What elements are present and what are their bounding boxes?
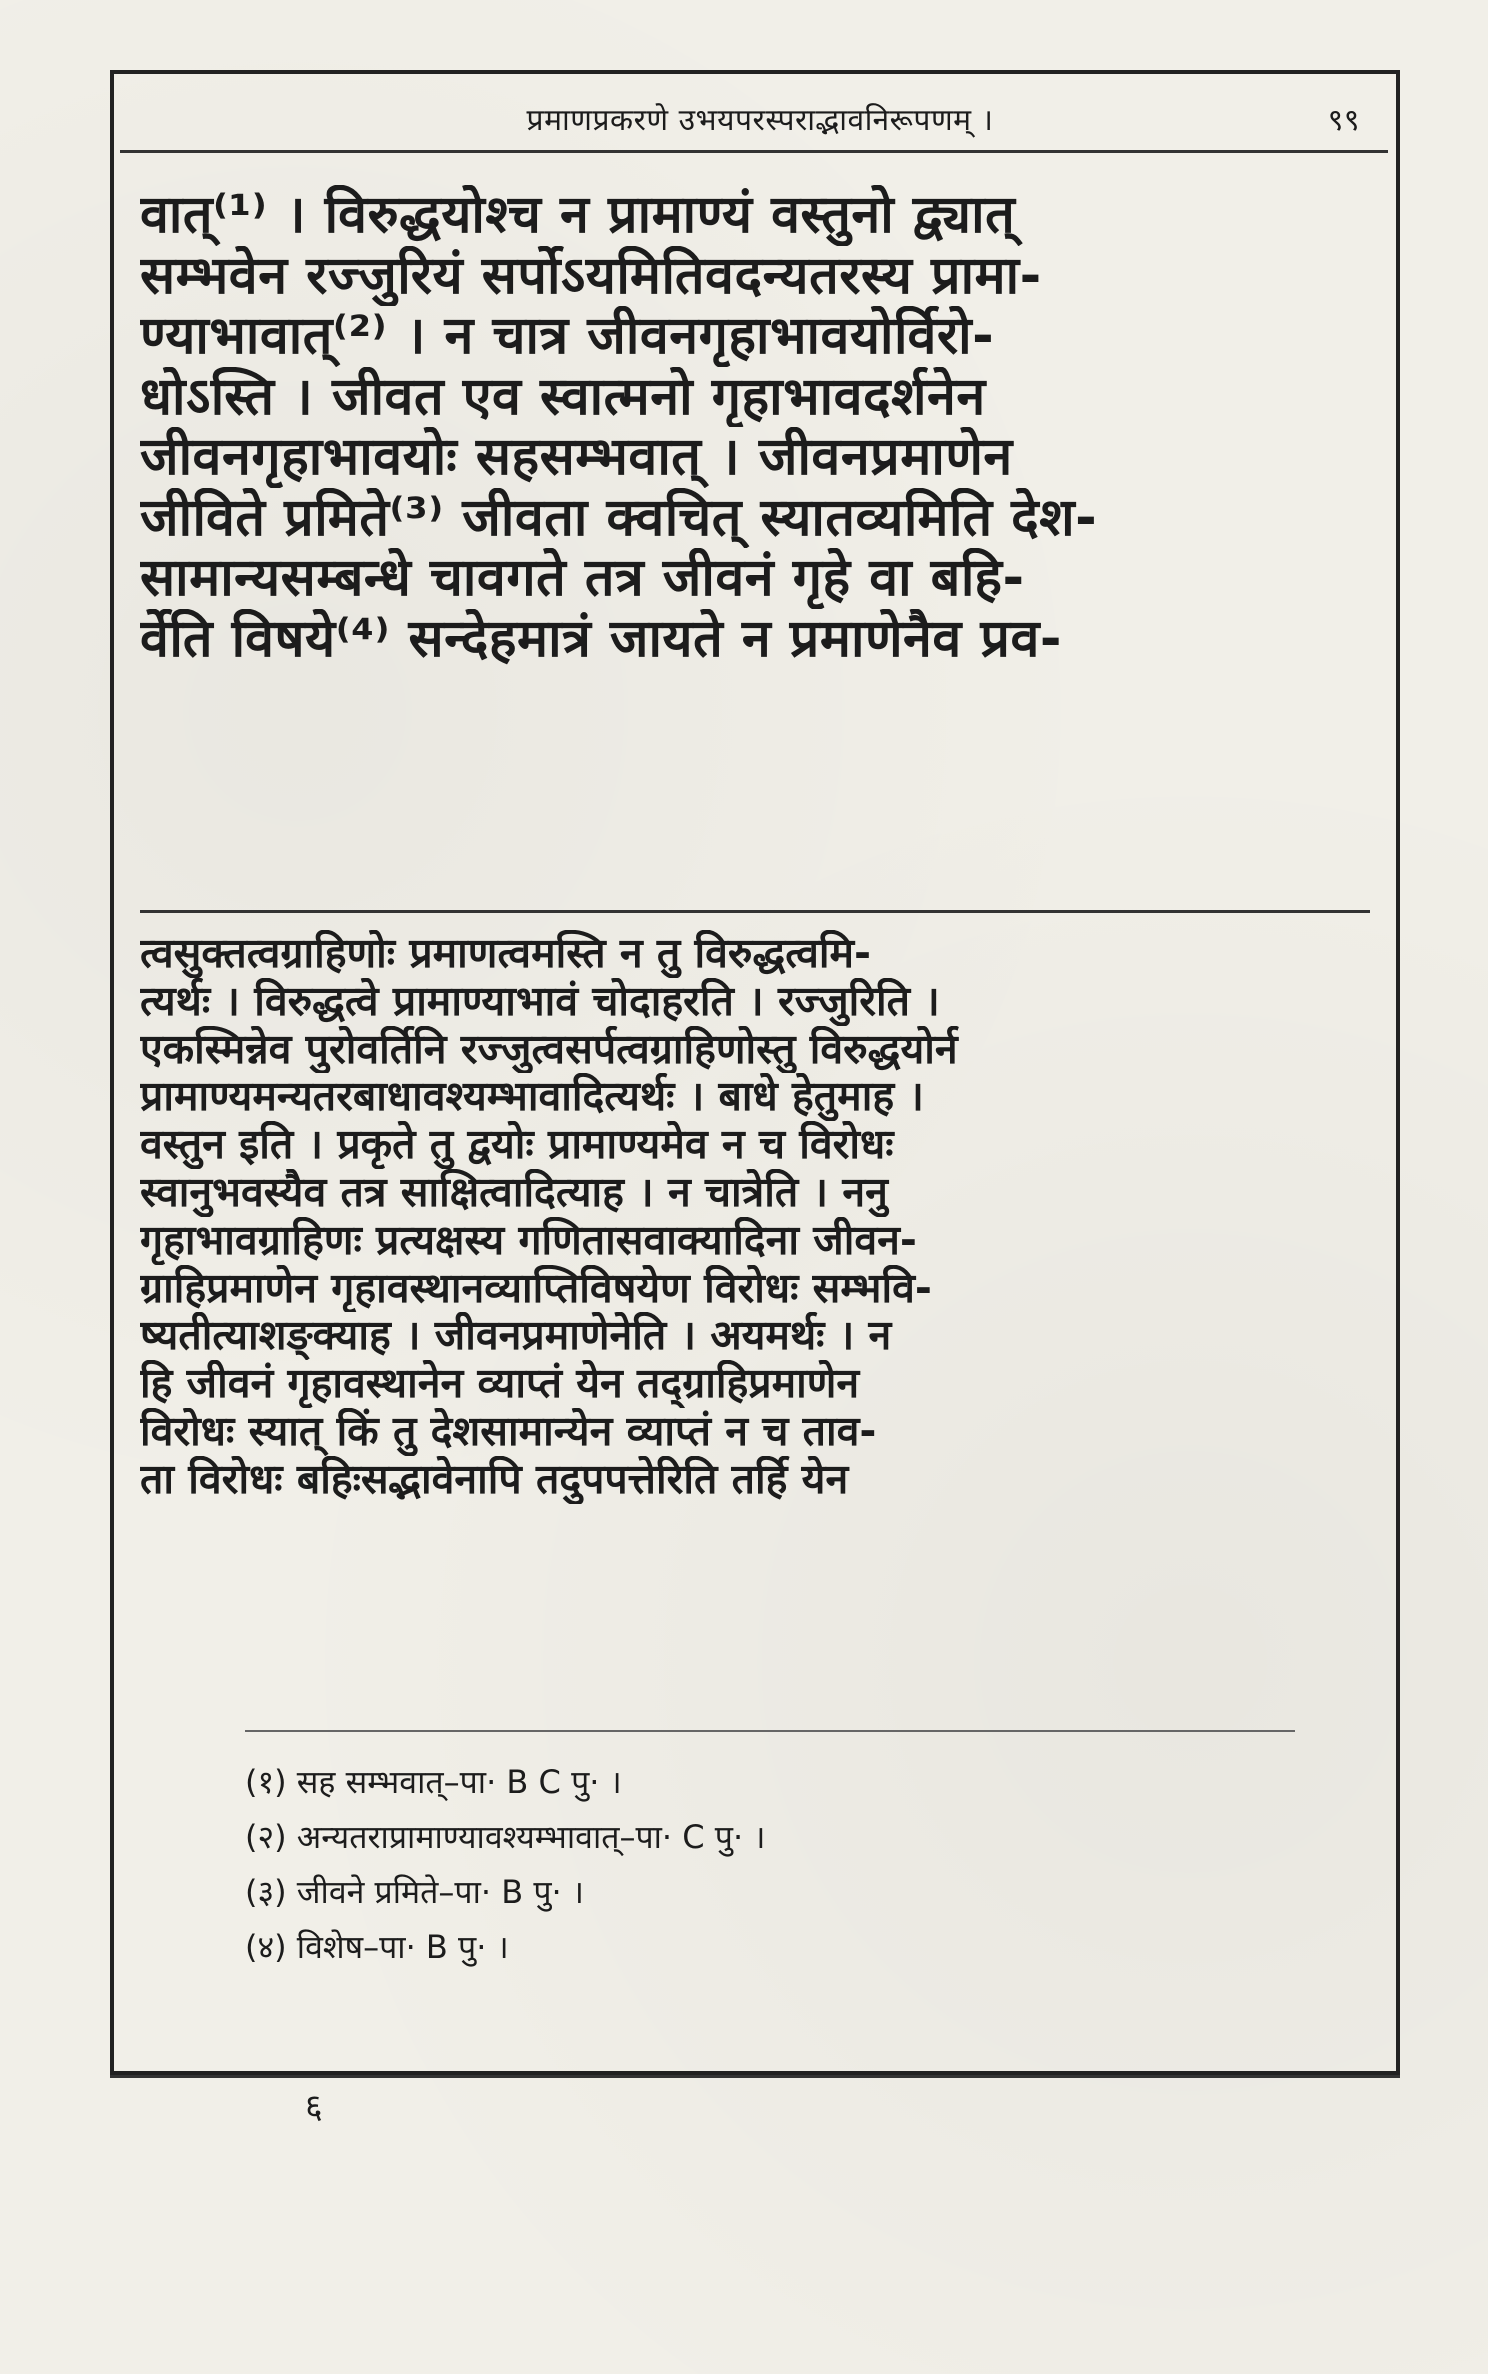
main-text-block	[140, 185, 1360, 669]
footnote: (१) सह सम्भवात्–पा· B C पु· ।	[245, 1763, 622, 1801]
commentary-line: त्वसुक्तत्वग्राहिणोः प्रमाणत्वमस्ति न तु विरुद्धत्वमि-	[140, 930, 872, 977]
footnote: (२) अन्यतराप्रामाण्यावश्यम्भावात्–पा· C पु· ।	[245, 1818, 766, 1856]
commentary-block	[140, 930, 1365, 1504]
commentary-line: विरोधः स्यात् किं तु देशसामान्येन व्याप्तं न च ताव-	[140, 1407, 877, 1455]
main-text-line: र्वेति विषये⁽⁴⁾ सन्देहमात्रं जायते न प्रमाणेनैव प्रव-	[140, 608, 1063, 669]
header-rule	[120, 150, 1388, 153]
main-text-line: सामान्यसम्बन्धे चावगते तत्र जीवनं गृहे वा बहि-	[140, 548, 1025, 608]
footnote: (३) जीवने प्रमिते–पा· B पु· ।	[245, 1873, 584, 1911]
running-header	[140, 90, 1380, 150]
main-text-line: धोऽस्ति । जीवत एव स्वात्मनो गृहाभावदर्शनेन	[140, 366, 986, 427]
commentary-line: ग्राहिप्रमाणेन गृहावस्थानव्याप्तिविषयेण विरोधः सम्भवि-	[140, 1264, 932, 1312]
commentary-line: ष्यतीत्याशङ्क्याह । जीवनप्रमाणेनेति । अयमर्थः । न	[140, 1312, 892, 1360]
commentary-line: ता विरोधः बहिःसद्भावेनापि तदुपपत्तेरिति तर्हि येन	[140, 1455, 849, 1503]
page-number: ९९	[1327, 103, 1360, 138]
commentary-line: स्वानुभवस्यैव तत्र साक्षित्वादित्याह । न चात्रेति । ननु	[140, 1168, 888, 1216]
footnotes-block	[245, 1755, 1295, 1975]
signature-mark: ६	[305, 2087, 323, 2127]
commentary-line: वस्तुन इति । प्रकृते तु द्वयोः प्रामाण्यमेव न च विरोधः	[140, 1121, 894, 1169]
commentary-line: हि जीवनं गृहावस्थानेन व्याप्तं येन तद्ग्राहिप्रमाणेन	[140, 1360, 860, 1408]
commentary-line: गृहाभावग्राहिणः प्रत्यक्षस्य गणितासवाक्यादिना जीवन-	[140, 1216, 917, 1264]
main-text-line: वात्⁽¹⁾ । विरुद्धयोश्च न प्रामाण्यं वस्तुनो द्व्यात्	[140, 185, 1016, 245]
commentary-line: प्रामाण्यमन्यतरबाधावश्यम्भावादित्यर्थः । बाधे हेतुमाह ।	[140, 1073, 924, 1121]
main-text-line: ण्याभावात्⁽²⁾ । न चात्र जीवनगृहाभावयोर्विरो-	[140, 306, 995, 366]
running-head-title: प्रमाणप्रकरणे उभयपरस्पराद्भावनिरूपणम् ।	[526, 103, 994, 138]
bottom-rule	[110, 2075, 1400, 2078]
main-text-line: जीविते प्रमिते⁽³⁾ जीवता क्वचित् स्यातव्यमिति देश-	[140, 487, 1098, 548]
footnote: (४) विशेष–पा· B पु· ।	[245, 1928, 509, 1966]
commentary-divider	[140, 910, 1370, 913]
main-text-line: जीवनगृहाभावयोः सहसम्भवात् । जीवनप्रमाणेन	[140, 427, 1013, 487]
footnote-rule	[245, 1730, 1295, 1732]
commentary-line: त्यर्थः । विरुद्धत्वे प्रामाण्याभावं चोदाहरति । रज्जुरिति ।	[140, 977, 940, 1025]
main-text-line: सम्भवेन रज्जुरियं सर्पोऽयमितिवदन्यतरस्य प्रामा-	[140, 245, 1042, 306]
commentary-line: एकस्मिन्नेव पुरोवर्तिनि रज्जुत्वसर्पत्वग्राहिणोस्तु विरुद्धयोर्न	[140, 1025, 958, 1073]
